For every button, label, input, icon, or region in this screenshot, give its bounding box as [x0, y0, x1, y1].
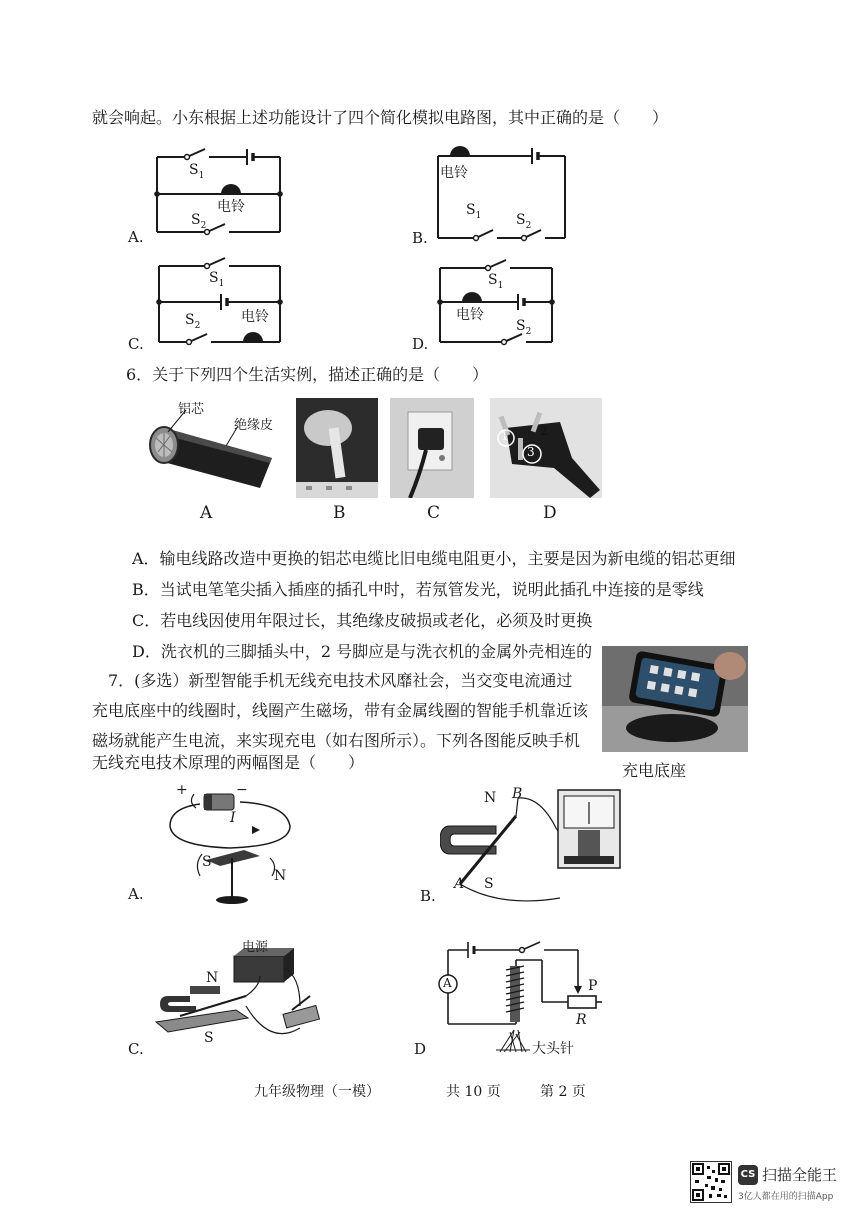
q7-line-4: 无线充电技术原理的两幅图是（ ）	[92, 753, 365, 772]
label-plus-a: +	[176, 782, 188, 798]
circuit-b-diagram	[420, 136, 590, 251]
bell-icon	[450, 146, 470, 156]
photo-letter-a: A	[200, 503, 213, 523]
label-pin-3: 3	[527, 445, 535, 459]
label-power-c: 电源	[242, 940, 269, 955]
fig-oersted	[160, 782, 310, 906]
label-s-c: S	[204, 1030, 214, 1046]
circuit-a-diagram	[125, 140, 295, 250]
circuit-c	[125, 250, 295, 355]
qr-code	[690, 1161, 732, 1203]
label-s1-b: $S_1$	[466, 202, 482, 221]
label-s2-d: $S_2$	[516, 318, 532, 337]
circuit-b-letter: B.	[412, 229, 428, 247]
q6-option-a: A．输电线路改造中更换的铝芯电缆比旧电缆电阻更小，主要是因为新电缆的铝芯更细	[132, 549, 736, 568]
circuit-d	[420, 250, 590, 355]
label-s2-c: $S_2$	[185, 312, 201, 331]
photo-letter-b: B	[333, 503, 346, 523]
footer-page-number: 第 2 页	[540, 1084, 586, 1100]
scanner-brand-name: 扫描全能王	[762, 1166, 838, 1184]
circuit-a	[125, 140, 295, 250]
label-n-b: N	[484, 790, 497, 806]
label-bell-c: 电铃	[241, 309, 269, 325]
q5-stem-tail: 就会响起。小东根据上述功能设计了四个简化模拟电路图，其中正确的是（ ）	[92, 108, 669, 127]
circuit-c-letter: C.	[128, 335, 144, 353]
label-s2-a: $S_2$	[191, 212, 207, 231]
label-s1-c: $S_1$	[209, 270, 225, 289]
photo-test-pen	[296, 398, 378, 498]
scanner-logo: CS	[738, 1165, 758, 1185]
label-a-b: A	[454, 876, 465, 892]
label-cable-core: 铝芯	[178, 402, 205, 417]
fig-electromagnet	[430, 936, 610, 1056]
fig-motor	[150, 936, 330, 1054]
q6-option-b: B．当试电笔笔尖插入插座的插孔中时，若氖管发光，说明此插孔中连接的是零线	[132, 580, 704, 599]
footer-subject: 九年级物理（一模）	[254, 1084, 380, 1100]
fig-a-letter: A.	[128, 885, 144, 903]
q6-option-c: C．若电线因使用年限过长，其绝缘皮破损或老化，必须及时更换	[132, 611, 593, 630]
photo-letter-c: C	[427, 503, 441, 523]
circuit-a-letter: A.	[128, 228, 144, 246]
circuit-d-letter: D.	[412, 335, 429, 353]
label-n-c: N	[206, 970, 219, 986]
label-bell-a: 电铃	[217, 199, 245, 215]
label-r-d: R	[576, 1012, 587, 1028]
fig-c-letter: C.	[128, 1040, 144, 1058]
q6-option-d: D．洗衣机的三脚插头中，2 号脚应是与洗衣机的金属外壳相连的	[132, 642, 593, 661]
photo-socket	[390, 398, 474, 498]
label-s2-b: $S_2$	[516, 212, 532, 231]
label-bell-d: 电铃	[456, 307, 484, 323]
label-pin-1: 1	[501, 429, 509, 443]
label-current-i: I	[230, 810, 236, 826]
q7-line-3: 磁场就能产生电流，来实现充电（如右图所示）。下列各图能反映手机	[92, 731, 581, 750]
photo-letter-d: D	[543, 503, 557, 523]
fig-d-letter: D	[414, 1040, 427, 1058]
label-s1-a: $S_1$	[189, 162, 205, 181]
label-bell-b: 电铃	[440, 165, 468, 181]
label-s1-d: $S_1$	[488, 272, 504, 291]
footer-total-pages: 共 10 页	[446, 1084, 501, 1100]
photo-charging-base	[602, 646, 748, 752]
q7-line-1: 7．(多选）新型智能手机无线充电技术风靡社会，当交变电流通过	[108, 671, 573, 690]
charging-base-caption: 充电底座	[622, 761, 687, 780]
label-n-a: N	[274, 868, 287, 884]
photo-plug	[490, 398, 602, 498]
circuit-c-diagram	[125, 250, 295, 355]
label-minus-a: −	[236, 782, 248, 798]
bell-icon	[221, 184, 241, 194]
label-b-b: B	[512, 786, 523, 802]
fig-induction	[440, 788, 625, 910]
label-ammeter: A	[443, 976, 452, 990]
photo-cable	[138, 396, 284, 496]
label-pins: 大头针	[532, 1041, 574, 1057]
label-cable-skin: 绝缘皮	[234, 418, 274, 433]
circuit-d-diagram	[420, 250, 590, 355]
label-pin-2: 2	[540, 424, 548, 438]
fig-b-letter: B.	[420, 887, 436, 905]
q6-stem: 6．关于下列四个生活实例，描述正确的是（ ）	[126, 365, 489, 384]
scanner-tagline: 3亿人都在用的扫描App	[738, 1192, 834, 1202]
label-p-d: P	[588, 978, 598, 994]
q7-line-2: 充电底座中的线圈时，线圈产生磁场，带有金属线圈的智能手机靠近该	[92, 701, 589, 720]
label-s-a: S	[202, 854, 212, 870]
label-s-b: S	[484, 876, 494, 892]
bell-icon	[462, 292, 482, 302]
circuit-b	[420, 136, 590, 251]
bell-icon	[243, 332, 263, 342]
